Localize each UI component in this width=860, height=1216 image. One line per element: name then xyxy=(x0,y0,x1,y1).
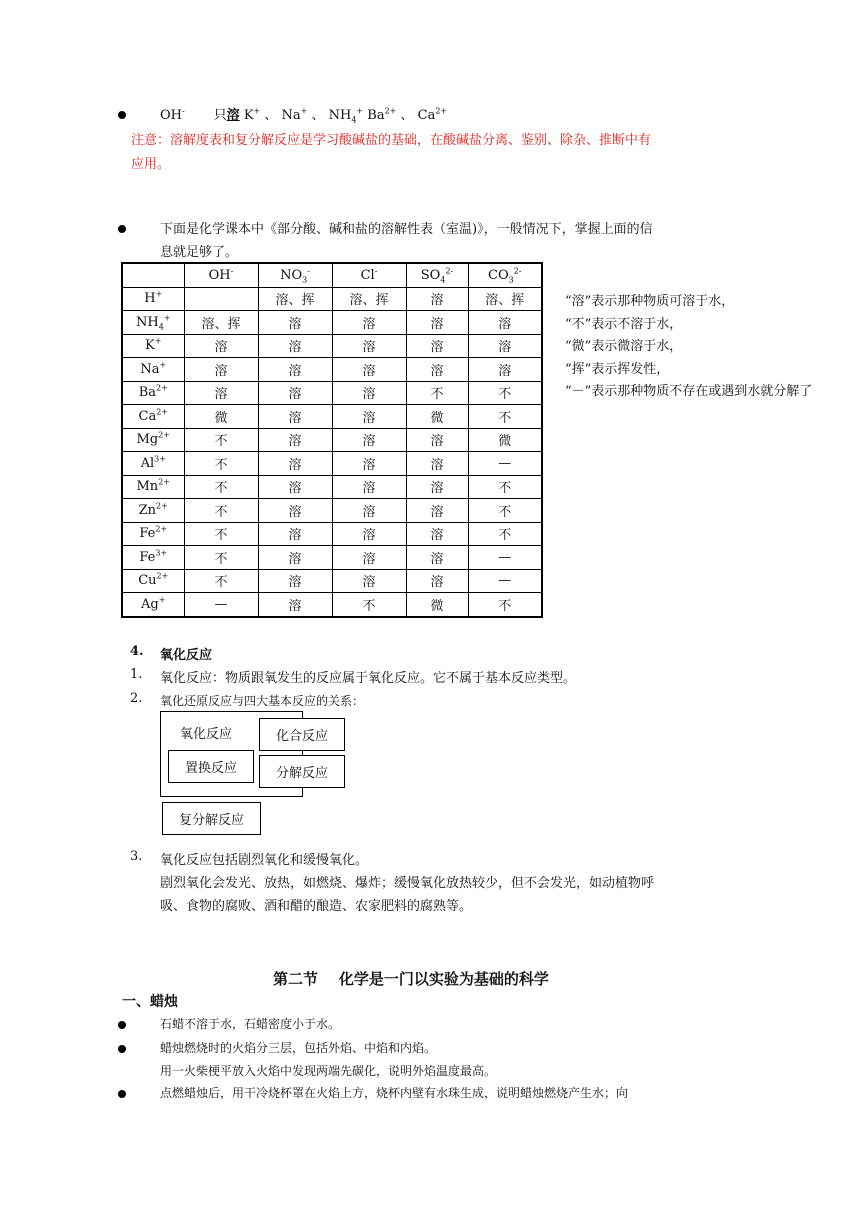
header-cell xyxy=(406,263,468,287)
solubility-cell: 微 xyxy=(468,428,542,452)
solubility-cell: 溶 xyxy=(468,311,542,335)
solubility-cell: 溶、挥 xyxy=(258,287,332,311)
table-row xyxy=(122,522,542,546)
bullet xyxy=(118,1090,126,1098)
table-row xyxy=(122,358,542,382)
solubility-cell: 溶、挥 xyxy=(468,287,542,311)
solubility-cell: 不 xyxy=(184,452,258,476)
cation-label: Na+ xyxy=(140,360,167,377)
intro-line-1: 下面是化学课本中《部分酸、碱和盐的溶解性表（室温)》，一般情况下，掌握上面的信 xyxy=(160,222,653,237)
solubility-cell: 溶 xyxy=(258,311,332,335)
item-3-number: 3. xyxy=(130,849,143,864)
legend-item: “不”表示不溶于水， xyxy=(565,316,683,332)
section-4-title: 氧化反应 xyxy=(160,648,213,663)
cation-cell xyxy=(122,287,184,311)
solubility-cell: 溶 xyxy=(406,475,468,499)
bullet xyxy=(118,1021,126,1029)
solubility-cell: 溶 xyxy=(258,358,332,382)
cation-label: H+ xyxy=(144,289,163,307)
solubility-cell: 溶 xyxy=(258,569,332,593)
header-cell xyxy=(122,263,184,287)
solubility-cell: 溶、挥 xyxy=(184,311,258,335)
solubility-cell: 溶 xyxy=(258,334,332,358)
table-row xyxy=(122,311,542,335)
item-2-number: 2. xyxy=(130,691,143,706)
oh-ion: OH- xyxy=(160,106,185,123)
solubility-cell: 不 xyxy=(184,428,258,452)
solubility-cell: 溶 xyxy=(258,475,332,499)
cation-label: K+ xyxy=(145,336,162,354)
solubility-cell: — xyxy=(468,452,542,476)
section-4-number: 4. xyxy=(130,644,144,659)
anion-label: $CO_3^{2-}$ xyxy=(488,266,522,285)
solubility-cell: 不 xyxy=(468,475,542,499)
candle-bullet-2: 蜡烛燃烧时的火焰分三层，包括外焰、中焰和内焰。 xyxy=(160,1041,437,1055)
solubility-cell: 溶 xyxy=(406,569,468,593)
solubility-cell: 溶、挥 xyxy=(332,287,406,311)
candle-bullet-3: 点燃蜡烛后，用干冷烧杯罩在火焰上方，烧杯内壁有水珠生成，说明蜡烛燃烧产生水；向 xyxy=(160,1086,629,1100)
solubility-cell: — xyxy=(468,546,542,570)
solubility-cell: 溶 xyxy=(332,522,406,546)
table-row xyxy=(122,569,542,593)
legend-item: “－”表示那种物质不存在或遇到水就分解了 xyxy=(565,384,813,400)
solubility-cell: — xyxy=(184,593,258,617)
cation-cell xyxy=(122,522,184,546)
decomposition-box: 分解反应 xyxy=(259,755,345,788)
cation-label: $Cu^{2+}$ xyxy=(138,571,169,589)
solubility-cell: 溶 xyxy=(258,499,332,523)
cation-cell xyxy=(122,569,184,593)
cation-cell xyxy=(122,405,184,429)
solubility-cell: 溶 xyxy=(258,522,332,546)
cation-cell xyxy=(122,334,184,358)
note-line-2: 应用。 xyxy=(131,157,171,172)
note-line-1: 注意：溶解度表和复分解反应是学习酸碱盐的基础，在酸碱盐分离、鉴别、除杂、推断中有 xyxy=(131,133,652,148)
cation-label: $Ba^{2+}$ xyxy=(138,383,168,401)
cation-label: $Zn^{2+}$ xyxy=(138,501,168,518)
solubility-cell: 溶 xyxy=(258,452,332,476)
solubility-cell: 不 xyxy=(184,499,258,523)
solubility-cell: 溶 xyxy=(468,334,542,358)
table-row xyxy=(122,593,542,617)
solubility-cell: 微 xyxy=(406,593,468,617)
solubility-cell: 溶 xyxy=(406,334,468,358)
solubility-cell: 溶 xyxy=(332,311,406,335)
item-3-line-2: 剧烈氧化会发光、放热，如燃烧、爆炸；缓慢氧化放热较少，但不会发光，如动植物呼 xyxy=(160,876,655,891)
bullet xyxy=(118,225,126,233)
cation-label: $Al^{3+}$ xyxy=(140,454,166,471)
combination-box: 化合反应 xyxy=(259,718,345,751)
table-row xyxy=(122,405,542,429)
cation-cell xyxy=(122,546,184,570)
cation-cell xyxy=(122,381,184,405)
ion-2: $NH_4^+$ xyxy=(328,106,364,125)
bullet xyxy=(118,1045,126,1053)
header-cell xyxy=(184,263,258,287)
anion-label: OH- xyxy=(208,266,234,283)
bullet xyxy=(118,111,126,119)
double-decomposition-box: 复分解反应 xyxy=(162,802,261,835)
table-row xyxy=(122,452,542,476)
oxidation-label: 氧化反应 xyxy=(180,727,233,742)
table-header-row xyxy=(122,263,542,287)
item-1-number: 1. xyxy=(130,667,143,682)
solubility-cell: — xyxy=(468,569,542,593)
cation-cell xyxy=(122,428,184,452)
header-cell xyxy=(258,263,332,287)
solubility-cell: 溶 xyxy=(258,593,332,617)
solubility-cell: 溶 xyxy=(406,311,468,335)
solubility-cell: 溶 xyxy=(406,428,468,452)
solubility-cell: 溶 xyxy=(406,546,468,570)
solubility-cell: 溶 xyxy=(332,452,406,476)
solubility-cell: 溶 xyxy=(184,334,258,358)
solubility-cell: 溶 xyxy=(332,405,406,429)
ion-0: K+ 、 xyxy=(243,106,282,123)
cation-cell xyxy=(122,358,184,382)
cation-label: $Mg^{2+}$ xyxy=(136,430,170,448)
candle-bullet-2-line-2: 用一火柴梗平放入火焰中发现两端先碳化，说明外焰温度最高。 xyxy=(160,1064,497,1078)
candle-bullet-1: 石蜡不溶于水，石蜡密度小于水。 xyxy=(160,1017,341,1031)
replacement-box: 置换反应 xyxy=(168,750,254,783)
solubility-cell: 不 xyxy=(468,522,542,546)
cation-label: $Fe^{3+}$ xyxy=(139,548,168,565)
item-1-text: 氧化反应：物质跟氧发生的反应属于氧化反应。它不属于基本反应类型。 xyxy=(160,671,577,686)
item-2-text: 氧化还原反应与四大基本反应的关系： xyxy=(160,694,365,708)
solubility-cell: 不 xyxy=(468,405,542,429)
table-row xyxy=(122,334,542,358)
table-row xyxy=(122,428,542,452)
solubility-cell: 不 xyxy=(184,522,258,546)
table-row xyxy=(122,287,542,311)
cation-cell xyxy=(122,593,184,617)
cation-cell xyxy=(122,452,184,476)
legend-item: “溶”表示那种物质可溶于水， xyxy=(565,294,735,309)
solubility-cell: 溶 xyxy=(332,381,406,405)
solubility-cell: 溶 xyxy=(332,475,406,499)
solubility-cell: 溶 xyxy=(406,522,468,546)
header-cell xyxy=(332,263,406,287)
solubility-cell: 不 xyxy=(184,546,258,570)
solubility-cell: 不 xyxy=(332,593,406,617)
section-heading: 第二节 化学是一门以实验为基础的科学 xyxy=(273,970,549,988)
ion-list xyxy=(244,108,447,123)
cation-label: $Ca^{2+}$ xyxy=(138,407,168,424)
solubility-cell: 溶 xyxy=(406,287,468,311)
solubility-table xyxy=(121,262,543,618)
solubility-cell xyxy=(184,287,258,311)
rong-word: 溶 xyxy=(226,108,240,123)
anion-label: Cl- xyxy=(360,266,378,283)
item-3-text: 氧化反应包括剧烈氧化和缓慢氧化。 xyxy=(160,853,369,868)
solubility-cell: 不 xyxy=(468,381,542,405)
anion-label: $SO_4^{2-}$ xyxy=(420,266,454,285)
ion-1: Na+ 、 xyxy=(281,106,329,123)
cation-cell xyxy=(122,475,184,499)
item-3-line-3: 吸、食物的腐败、酒和醋的酿造、农家肥料的腐熟等。 xyxy=(160,899,473,914)
solubility-cell: 溶 xyxy=(258,405,332,429)
solubility-cell: 溶 xyxy=(406,499,468,523)
legend-item: “微”表示微溶于水， xyxy=(565,339,683,355)
table-row xyxy=(122,499,542,523)
cation-cell xyxy=(122,499,184,523)
solubility-cell: 微 xyxy=(184,405,258,429)
solubility-cell: 溶 xyxy=(332,569,406,593)
legend-item: “挥”表示挥发性， xyxy=(565,361,670,377)
solubility-cell: 溶 xyxy=(184,358,258,382)
solubility-cell: 溶 xyxy=(332,334,406,358)
cation-label: $Fe^{2+}$ xyxy=(139,524,168,542)
ion-4: $Ca^{2+}$ xyxy=(417,106,448,123)
ion-3: $Ba^{2+}$ 、 xyxy=(367,106,418,123)
table-row xyxy=(122,475,542,499)
cation-label: $Mn^{2+}$ xyxy=(136,477,170,495)
subsection-candle: 一、蜡烛 xyxy=(122,994,178,1010)
solubility-cell: 溶 xyxy=(406,358,468,382)
cation-label: Ag+ xyxy=(141,595,166,612)
solubility-cell: 不 xyxy=(468,593,542,617)
header-cell xyxy=(468,263,542,287)
solubility-cell: 溶 xyxy=(332,499,406,523)
solubility-cell: 溶 xyxy=(258,381,332,405)
solubility-cell: 不 xyxy=(406,381,468,405)
solubility-cell: 溶 xyxy=(406,452,468,476)
intro-line-2: 息就足够了。 xyxy=(160,245,239,260)
table-row xyxy=(122,546,542,570)
solubility-cell: 溶 xyxy=(184,381,258,405)
solubility-cell: 微 xyxy=(406,405,468,429)
cation-label: $NH_4^+$ xyxy=(135,313,171,332)
solubility-cell: 溶 xyxy=(332,428,406,452)
cation-cell xyxy=(122,311,184,335)
solubility-cell: 溶 xyxy=(332,546,406,570)
ion-solubility-line xyxy=(160,104,447,123)
solubility-cell: 溶 xyxy=(258,546,332,570)
solubility-cell: 不 xyxy=(468,499,542,523)
solubility-cell: 不 xyxy=(184,569,258,593)
anion-label: $NO_3^-$ xyxy=(280,266,310,285)
solubility-cell: 溶 xyxy=(468,358,542,382)
solubility-cell: 溶 xyxy=(332,358,406,382)
solubility-cell: 不 xyxy=(184,475,258,499)
only-word: 只 xyxy=(213,108,227,123)
table-row xyxy=(122,381,542,405)
solubility-cell: 溶 xyxy=(258,428,332,452)
